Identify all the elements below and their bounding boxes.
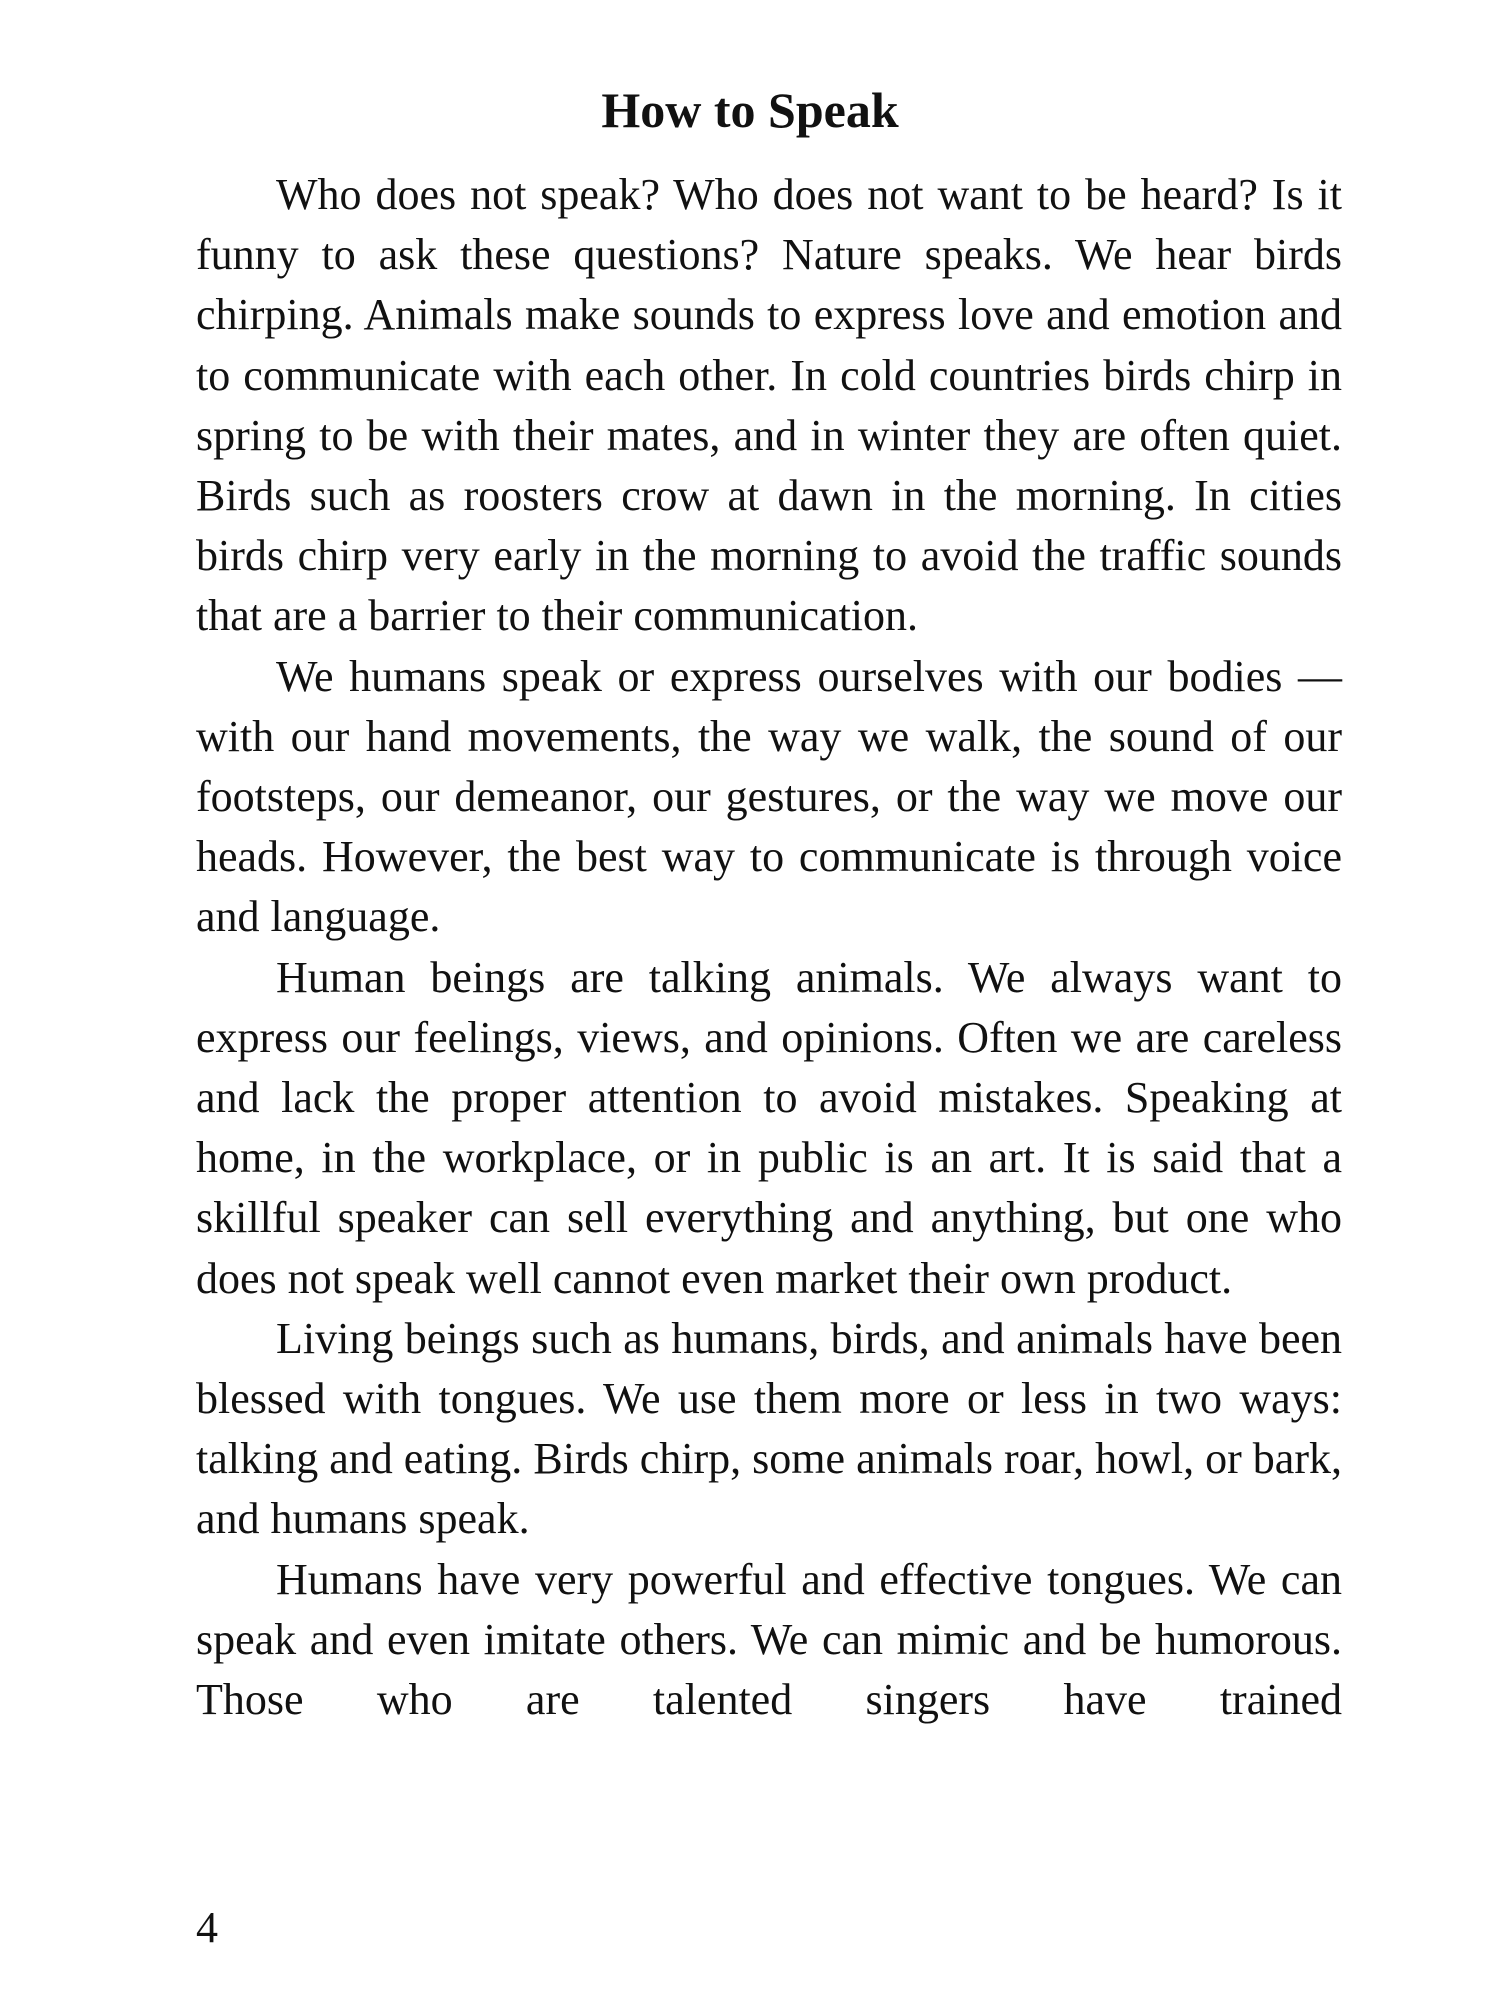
paragraph-3: Human beings are talking animals. We always want to express our feelings, views, and opinions. Often we are careless and lack the proper attention to avoid mistakes. Speaking at home, in the workplace, or in public is an art. It is said that a skillful speaker can sell everything and anything, but one who does not speak well cannot even market their own product. xyxy=(196,952,1342,1303)
page-title: How to Speak xyxy=(601,82,899,138)
body-text xyxy=(196,165,1342,1730)
paragraph-2: We humans speak or express ourselves with our bodies — with our hand movements, the way we walk, the sound of our footsteps, our demeanor, our gestures, or the way we move our heads. However, the best way to communicate is through voice and language. xyxy=(196,651,1342,942)
paragraph-1: Who does not speak? Who does not want to be heard? Is it funny to ask these questions? Nature speaks. We hear birds chirping. Animals make sounds to express love and emotion and to communicate with each other. In cold countries birds chirp in spring to be with their mates, and in winter they are often quiet. Birds such as roosters crow at dawn in the morning. In cities birds chirp very early in the morning to avoid the traffic sounds that are a barrier to their communication. xyxy=(196,170,1342,641)
paragraph-4: Living beings such as humans, birds, and animals have been blessed with tongues. We use them more or less in two ways: talking and eating. Birds chirp, some animals roar, howl, or bark, and humans speak. xyxy=(196,1313,1342,1544)
page-number: 4 xyxy=(196,1903,218,1952)
paragraph-5: Humans have very powerful and effective tongues. We can speak and even imitate others. We can mimic and be humorous. Those who are talented singers have trained xyxy=(196,1554,1342,1725)
